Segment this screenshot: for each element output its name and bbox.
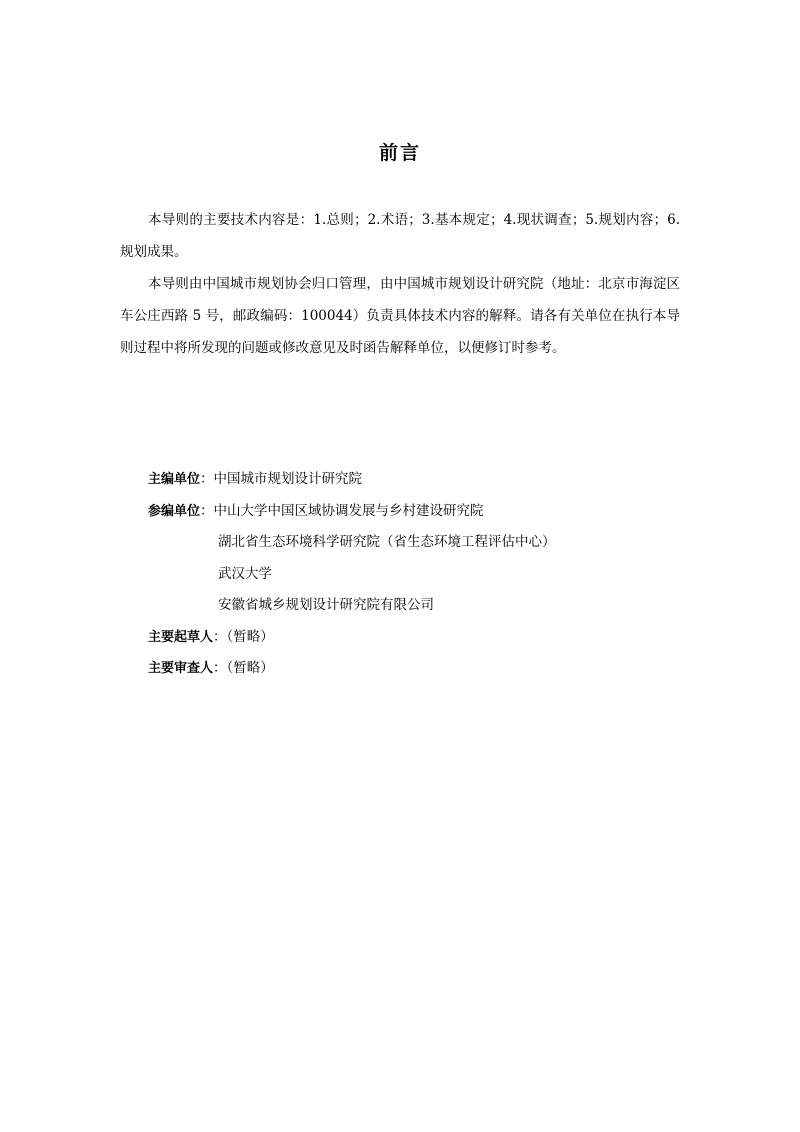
drafters-label: 主要起草人 bbox=[148, 629, 214, 645]
reviewers-label: 主要审查人 bbox=[148, 661, 214, 676]
drafters-row bbox=[148, 622, 708, 654]
page-title: 前言 bbox=[378, 142, 421, 164]
chief-editor-value: ：中国城市规划设计研究院 bbox=[200, 471, 363, 487]
preface-paragraph-contents: 本导则的主要技术内容是：1.总则；2.术语；3.基本规定；4.现状调查；5.规划内容；6.规划成果。 bbox=[120, 212, 680, 260]
chief-editor-row bbox=[148, 464, 708, 496]
participating-org-row: 武汉大学 bbox=[218, 565, 272, 582]
participating-label: 参编单位 bbox=[148, 503, 201, 519]
participating-org-row: 湖北省生态环境科学研究院（省生态环境工程评估中心） bbox=[218, 534, 556, 550]
participating-value-first: ：中山大学中国区域协调发展与乡村建设研究院 bbox=[200, 502, 484, 519]
reviewers-row bbox=[148, 653, 708, 685]
participating-row bbox=[148, 496, 708, 528]
preface-paragraph-management: 本导则由中国城市规划协会归口管理，由中国城市规划设计研究院（地址：北京市海淀区车公庄西路 5 号，邮政编码：100044）负责具体技术内容的解释。请各有关单位在执行本导则过程中将所发现的问题或修改意见及时函告解释单位，以便修订时参考。 bbox=[120, 276, 680, 356]
preface-body bbox=[120, 204, 680, 364]
reviewers-value: ：（暂略） bbox=[213, 660, 274, 676]
organization-list bbox=[148, 464, 708, 685]
chief-editor-label: 主编单位 bbox=[148, 472, 201, 487]
drafters-value: ：（暂略） bbox=[213, 628, 274, 645]
participating-org-row: 安徽省城乡规划设计研究院有限公司 bbox=[218, 597, 434, 613]
